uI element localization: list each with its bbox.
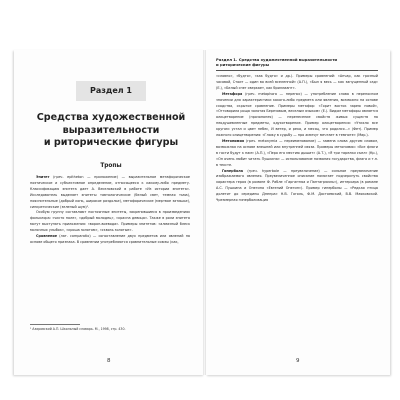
footnote: ¹ Азаровский А.П. Школьный словарь. М., 1998, стр. 430. — [30, 327, 126, 331]
term-hyperbole: Гипербола — [222, 168, 244, 173]
right-page — [206, 50, 390, 375]
paragraph-constant-epithets — [30, 210, 190, 234]
footnote-rule — [30, 324, 80, 325]
left-page — [14, 50, 204, 375]
paragraph-comparison-cont — [216, 74, 378, 92]
running-head-rule — [216, 70, 378, 71]
running-head-line: Раздел 1. Средства художественной выразительности — [216, 57, 338, 62]
section-label: Раздел 1 — [76, 81, 146, 101]
page-number-left: 8 — [107, 358, 111, 364]
left-body-text — [30, 175, 190, 246]
paragraph-text: (греч. hyperbole — преувеличение) — сильное преувеличение изображаемого явления. Преувеличенное описание помогает подчеркнуть свойства характера героя (в романе Ф. Рабле «Гаргантюа и Пантагрюэль»), интерьера (в романе А.С. Пушкина и Онегина «Евгений Онегин»). Пример гиперболы — «Редкая птица долетит до середины Днепра» Н.В. Гоголь, Ф.М. Достоевский, В.В. Маяковский. Чрезмерная гиперболизация — [216, 168, 378, 203]
subheading: Тропы — [100, 163, 122, 169]
paragraph-text: (греч. metonymia — переименование) — замена слова другим словом, возможная на основе внешней или внутренней связи. Примеры метонимии: «Все флаги в гости будут к нам» (А.П.), «Перо его местию дышит» (А.Т.), «Я три тарелки съел» (Кр.), «Он очень любит читать Пушкина» — использование названия государства, флага и т.п. в тексте. — [216, 138, 379, 167]
paragraph-metonymy — [216, 139, 378, 169]
chapter-title-line: Средства художественной — [36, 112, 186, 123]
paragraph-text: (греч. epitheton — приложение) — выразительное метафорическое поэтическое и субъективное определение, относящееся к какому-либо предмету. Классификацию эпитета дает А. Веселовский в работе «Из истории эпитета». Исследователь выделяет эпитеты тавтологические (белый свет, темная тьма), пояснительные (добрый конь, широкое раздолье), метафорические (мертвое затишье), синкретические (зеленый шум)¹. — [30, 175, 190, 209]
chapter-title — [30, 112, 192, 150]
term-metonymy: Метонимия — [222, 138, 245, 143]
paragraph-metaphor — [216, 92, 378, 139]
running-head — [216, 58, 378, 68]
page-number-right: 9 — [296, 358, 300, 364]
paragraph-epithet — [30, 175, 190, 210]
right-body-text — [216, 74, 378, 204]
paragraph-text: (лат. comparatio) — сопоставление двух предметов или явлений на основе общего признака. В сравнении употребляются сравнительные союзы (как, — [30, 234, 190, 244]
paragraph-text: (греч. metaphora — перенос) — употребление слова в переносном значении для характеристики какого-либо предмета или явления, возможно на основе сходства, скрытое сравнение. Примеры метафор: «Горит восток зарею новой», «Отговорила роща золотая Березовым, веселым языком» (Е.). Видом метафоры является олицетворение (прозопопея) — перенесение свойств живых существ на неодушевленные предметы, одухотворение. Пример олицетворения: «Утихло все кругом: устал и цвет небес, И ветер, и река, и месяц, что родился...» (Фет). Пример ложного олицетворения: «Гляжу в судьбу — про жемчуг мечтает в темноте» (Мар.). — [216, 91, 379, 138]
chapter-title-line: и риторические фигуры — [43, 137, 179, 148]
running-head-line: и риторические фигуры — [216, 61, 270, 67]
chapter-title-line: выразительности — [62, 124, 160, 136]
paragraph-text: «словно», «будто», «как будто» и др.). Примеры сравнений: «Анчар, как грозный часовой, Стоит — один во всей вселенной» (А.П.), «Был я весь — как запущенный сад» (Е.), «Белый снег сверкает, как бриллиант». — [216, 74, 378, 90]
paragraph-text: Особую группу составляют постоянные эпитеты, закрепившиеся в произведениях фольклора: «чисто поле», «добрый молодец», «красна девица». Также в роли эпитета могут выступать приложения: «ворон-воевода». Примеры эпитетов: «алмазный блеск молочных улыбок», «кроша золотом», «сквозь золотые». — [30, 210, 190, 233]
paragraph-comparison — [30, 234, 190, 246]
term-metaphor: Метафора — [222, 91, 243, 96]
term-comparison: Сравнение — [36, 234, 58, 239]
term-epithet: Эпитет — [36, 175, 50, 179]
paragraph-hyperbole — [216, 169, 378, 204]
